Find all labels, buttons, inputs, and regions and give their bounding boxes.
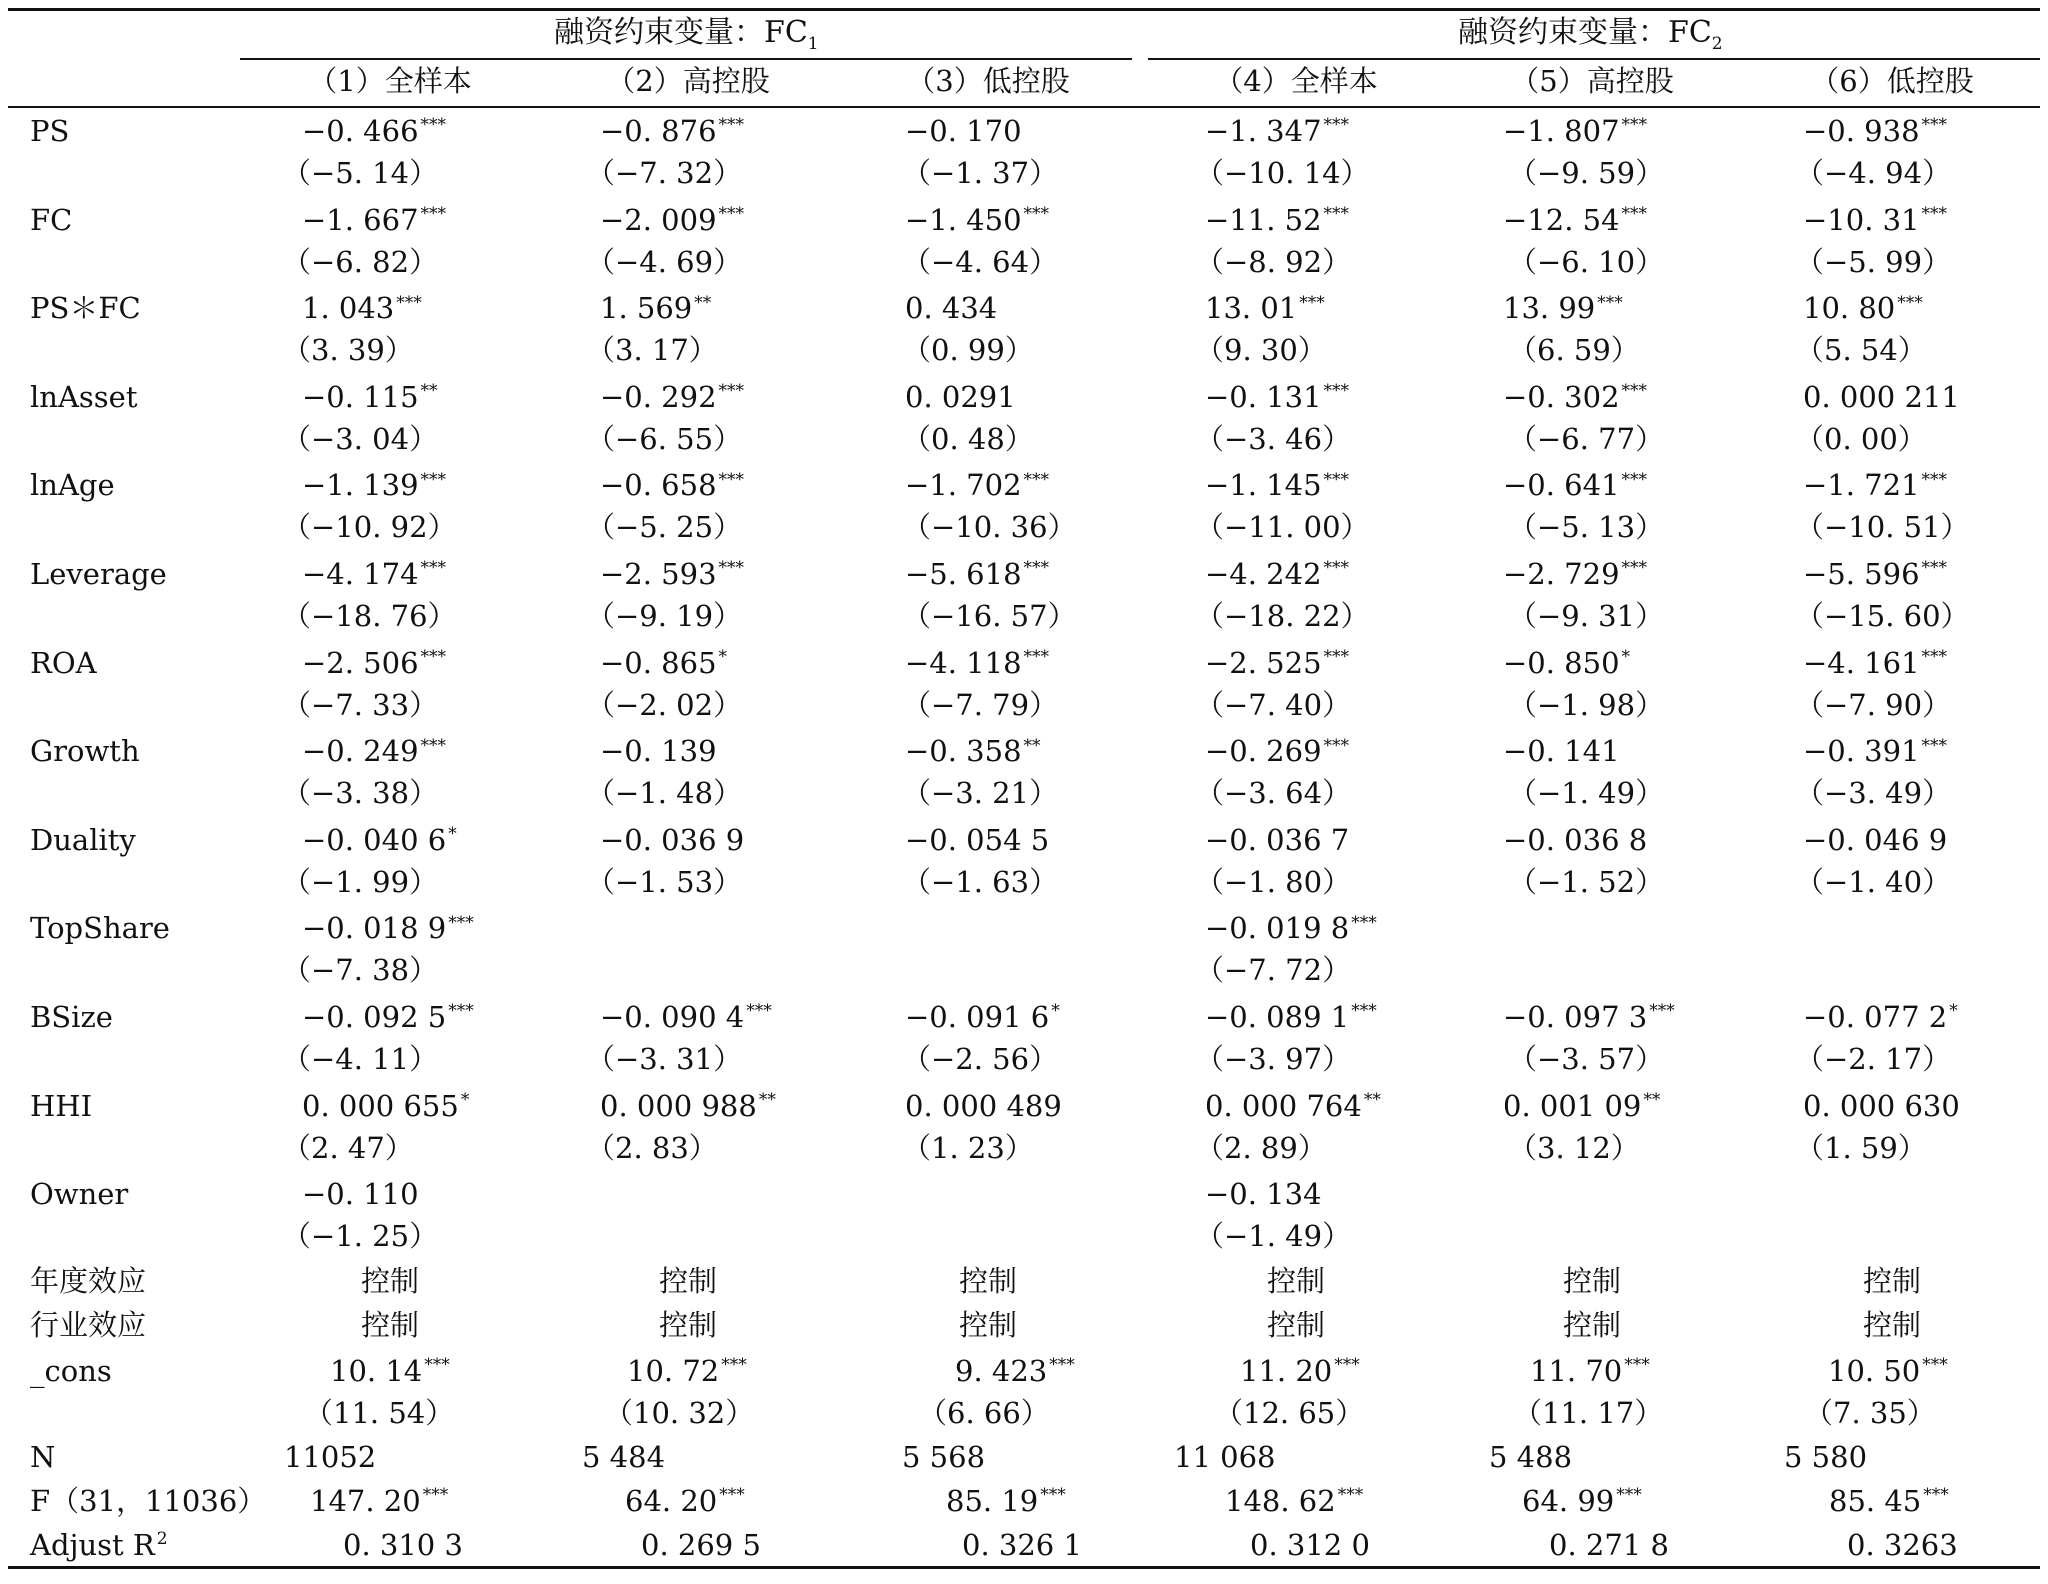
column-header-5: （5）高控股: [1510, 64, 1674, 98]
significance-stars: ***: [1299, 292, 1325, 313]
t-stat-cell: （−1. 98）: [1508, 687, 1665, 722]
significance-stars: ***: [1621, 115, 1648, 136]
row-label: N: [30, 1440, 56, 1474]
significance-stars: ***: [1621, 469, 1648, 490]
coef-cell: −5. 618 ***: [905, 557, 1050, 591]
row-label: ROA: [30, 645, 97, 680]
t-stat-cell: （1. 23）: [902, 1130, 1034, 1165]
column-header-4: （4）全样本: [1214, 64, 1378, 98]
f-cell: 147. 20 ***: [310, 1484, 449, 1518]
row-label: BSize: [30, 1000, 113, 1034]
coef-cell: −1. 667 ***: [302, 202, 447, 237]
f-cell: 148. 62 ***: [1225, 1484, 1364, 1518]
coef-cell: −0. 876 ***: [600, 114, 745, 148]
row-label: Owner: [30, 1177, 129, 1212]
coef-cell: −0. 115 **: [302, 379, 438, 414]
coef-cell: −0. 090 4 ***: [600, 1000, 772, 1034]
bottom-rule: [8, 1566, 2040, 1569]
significance-stars: ***: [1921, 558, 1948, 579]
significance-stars: ***: [718, 203, 745, 224]
t-stat-cell: （11. 54）: [304, 1396, 455, 1430]
coef-cell: −0. 089 1 ***: [1205, 1000, 1377, 1034]
n-cell: 11 068: [1174, 1440, 1276, 1474]
t-stat-cell: （−9. 31）: [1508, 599, 1665, 633]
significance-stars: ***: [1624, 1355, 1650, 1376]
group-header-fc2: 融资约束变量：$FC_2$: [1458, 15, 1723, 54]
column-header-3: （3）低控股: [906, 64, 1070, 98]
t-stat-cell: （−18. 76）: [282, 599, 457, 633]
significance-stars: ***: [1921, 115, 1948, 136]
t-stat-cell: （−4. 64）: [902, 244, 1059, 279]
significance-stars: **: [1643, 1089, 1661, 1110]
significance-stars: ***: [1323, 381, 1350, 402]
coef-cell: 0. 000 211: [1803, 379, 1960, 414]
significance-stars: ***: [420, 203, 447, 224]
effect-cell: 控制: [360, 1264, 419, 1298]
coef-cell: −4. 118 ***: [905, 645, 1050, 680]
t-stat-cell: （−10. 51）: [1795, 510, 1970, 545]
coef-cell: 13. 99 ***: [1503, 291, 1623, 326]
row-label: PS＊FC: [30, 291, 141, 326]
column-header-1: （1）全样本: [308, 64, 472, 98]
significance-stars: ***: [448, 912, 474, 933]
coef-cell: −0. 036 7: [1205, 822, 1350, 857]
coef-cell: −0. 641 ***: [1503, 468, 1648, 503]
coef-cell: −1. 702 ***: [905, 468, 1050, 503]
coef-cell: −1. 450 ***: [905, 202, 1050, 237]
t-stat-cell: （−3. 38）: [282, 776, 439, 811]
significance-stars: ***: [718, 381, 745, 402]
significance-stars: ***: [1351, 912, 1377, 933]
t-stat-cell: （6. 66）: [918, 1396, 1050, 1430]
coef-cell: 10. 72 ***: [627, 1354, 747, 1388]
t-stat-cell: （10. 32）: [604, 1396, 755, 1430]
significance-stars: ***: [1897, 292, 1923, 313]
coef-cell: −0. 134: [1205, 1177, 1322, 1212]
significance-stars: ***: [420, 735, 447, 756]
significance-stars: ***: [1922, 1355, 1948, 1376]
significance-stars: ***: [718, 558, 745, 579]
coef-cell: 0. 000 630: [1803, 1088, 1960, 1123]
column-header-2: （2）高控股: [606, 64, 770, 98]
coef-cell: −0. 092 5 ***: [302, 1000, 474, 1034]
t-stat-cell: （−6. 55）: [586, 421, 743, 456]
coef-cell: 10. 14 ***: [330, 1354, 450, 1388]
coef-cell: 11. 20 ***: [1240, 1354, 1360, 1388]
coef-cell: 1. 569 **: [600, 291, 712, 326]
t-stat-cell: （12. 65）: [1214, 1396, 1365, 1430]
r2-cell: 0. 3263: [1847, 1528, 1958, 1562]
row-label: FC: [30, 202, 73, 237]
coef-cell: −2. 525 ***: [1205, 645, 1350, 680]
coef-cell: 0. 000 489: [905, 1088, 1062, 1123]
t-stat-cell: （−8. 92）: [1195, 244, 1352, 279]
t-stat-cell: （−3. 49）: [1795, 776, 1952, 811]
significance-stars: ***: [1621, 558, 1648, 579]
t-stat-cell: （−1. 63）: [902, 864, 1059, 899]
f-cell: 85. 19 ***: [946, 1484, 1066, 1518]
significance-stars: ***: [420, 469, 447, 490]
t-stat-cell: （−10. 92）: [282, 510, 457, 545]
significance-stars: ***: [1621, 381, 1648, 402]
significance-stars: ***: [1023, 203, 1050, 224]
header-rule: [8, 106, 2040, 108]
significance-stars: ***: [1921, 735, 1948, 756]
significance-stars: ***: [718, 469, 745, 490]
t-stat-cell: （−3. 31）: [586, 1042, 743, 1076]
coef-cell: −0. 110: [302, 1177, 419, 1212]
t-stat-cell: （−10. 14）: [1195, 156, 1370, 190]
row-label: F（31，11036）: [30, 1484, 267, 1518]
t-stat-cell: （−1. 53）: [586, 864, 743, 899]
t-stat-cell: （−3. 64）: [1195, 776, 1352, 811]
significance-stars: ***: [746, 1001, 772, 1022]
coef-cell: −4. 242 ***: [1205, 557, 1350, 591]
significance-stars: *: [718, 646, 728, 667]
t-stat-cell: （−3. 21）: [902, 776, 1059, 811]
n-cell: 5 580: [1784, 1440, 1868, 1474]
t-stat-cell: （−18. 22）: [1195, 599, 1370, 633]
significance-stars: ***: [719, 1485, 745, 1506]
coef-cell: −0. 131 ***: [1205, 379, 1350, 414]
coef-cell: −0. 036 8: [1503, 822, 1648, 857]
t-stat-cell: （−7. 72）: [1195, 953, 1352, 988]
coef-cell: 0. 000 988 **: [600, 1088, 776, 1123]
t-stat-cell: （0. 00）: [1795, 421, 1927, 456]
significance-stars: ***: [448, 1001, 474, 1022]
coef-cell: 0. 000 764 **: [1205, 1088, 1381, 1123]
row-label: HHI: [30, 1088, 93, 1123]
t-stat-cell: （2. 89）: [1195, 1130, 1327, 1165]
coef-cell: −0. 269 ***: [1205, 734, 1350, 769]
row-label: TopShare: [30, 911, 170, 946]
t-stat-cell: （−3. 97）: [1195, 1042, 1352, 1076]
coef-cell: −0. 292 ***: [600, 379, 745, 414]
significance-stars: ***: [1921, 646, 1948, 667]
t-stat-cell: （−9. 19）: [586, 599, 743, 633]
t-stat-cell: （9. 30）: [1195, 333, 1327, 368]
row-label: lnAsset: [30, 379, 138, 414]
t-stat-cell: （−2. 02）: [586, 687, 743, 722]
t-stat-cell: （−7. 40）: [1195, 687, 1352, 722]
effect-label: 年度效应: [30, 1264, 147, 1298]
t-stat-cell: （7. 35）: [1804, 1396, 1936, 1430]
coef-cell: −1. 347 ***: [1205, 114, 1350, 148]
t-stat-cell: （−7. 38）: [282, 953, 439, 988]
row-label: _cons: [30, 1354, 112, 1388]
t-stat-cell: （−11. 00）: [1195, 510, 1370, 545]
coef-cell: −5. 596 ***: [1803, 557, 1948, 591]
n-cell: 5 484: [582, 1440, 666, 1474]
coef-cell: −0. 091 6 *: [905, 1000, 1060, 1034]
n-cell: 5 488: [1489, 1440, 1573, 1474]
effect-cell: 控制: [1862, 1308, 1921, 1342]
coef-cell: −2. 009 ***: [600, 202, 745, 237]
significance-stars: ***: [1649, 1001, 1675, 1022]
t-stat-cell: （−6. 82）: [282, 244, 439, 279]
significance-stars: ***: [422, 1485, 449, 1506]
significance-stars: **: [1363, 1089, 1381, 1110]
coef-cell: −0. 170: [905, 114, 1022, 148]
t-stat-cell: （6. 59）: [1508, 333, 1640, 368]
effect-cell: 控制: [1562, 1264, 1621, 1298]
significance-stars: ***: [1323, 115, 1350, 136]
significance-stars: ***: [718, 115, 745, 136]
t-stat-cell: （1. 59）: [1795, 1130, 1927, 1165]
coef-cell: 0. 0291: [905, 379, 1016, 414]
significance-stars: ***: [1597, 292, 1623, 313]
row-label: Duality: [30, 822, 136, 857]
significance-stars: *: [460, 1089, 470, 1110]
coef-cell: −2. 593 ***: [600, 557, 745, 591]
significance-stars: ***: [1323, 735, 1350, 756]
significance-stars: ***: [1040, 1485, 1066, 1506]
coef-cell: −10. 31 ***: [1803, 202, 1948, 237]
top-rule: [8, 8, 2040, 11]
t-stat-cell: （−1. 40）: [1795, 864, 1952, 899]
significance-stars: ***: [1337, 1485, 1364, 1506]
significance-stars: ***: [1921, 203, 1948, 224]
t-stat-cell: （−1. 37）: [902, 156, 1059, 190]
coef-cell: −11. 52 ***: [1205, 202, 1350, 237]
row-label: lnAge: [30, 468, 115, 503]
coef-cell: −0. 658 ***: [600, 468, 745, 503]
significance-stars: **: [420, 381, 438, 402]
significance-stars: ***: [1323, 558, 1350, 579]
t-stat-cell: （−9. 59）: [1508, 156, 1665, 190]
row-label: Adjust R $^2$: [30, 1528, 168, 1562]
effect-cell: 控制: [658, 1308, 717, 1342]
coef-cell: −2. 729 ***: [1503, 557, 1648, 591]
t-stat-cell: （−4. 94）: [1795, 156, 1952, 190]
r2-cell: 0. 271 8: [1549, 1528, 1669, 1562]
t-stat-cell: （−2. 56）: [902, 1042, 1059, 1076]
t-stat-cell: （3. 17）: [586, 333, 718, 368]
significance-stars: *: [448, 824, 457, 845]
coef-cell: 10. 80 ***: [1803, 291, 1923, 326]
effect-cell: 控制: [1266, 1264, 1325, 1298]
significance-stars: ***: [420, 115, 447, 136]
significance-stars: ***: [1334, 1355, 1360, 1376]
effect-cell: 控制: [1266, 1308, 1325, 1342]
significance-stars: ***: [424, 1355, 450, 1376]
t-stat-cell: （−7. 33）: [282, 687, 439, 722]
effect-label: 行业效应: [30, 1308, 147, 1342]
t-stat-cell: （0. 99）: [902, 333, 1034, 368]
t-stat-cell: （−16. 57）: [902, 599, 1077, 633]
n-cell: 11052: [284, 1440, 377, 1474]
coef-cell: −0. 097 3 ***: [1503, 1000, 1675, 1034]
t-stat-cell: （−7. 90）: [1795, 687, 1952, 722]
significance-stars: *: [1051, 1001, 1060, 1022]
significance-stars: ***: [1023, 558, 1050, 579]
row-label: PS: [30, 114, 70, 148]
t-stat-cell: （−4. 11）: [282, 1042, 439, 1076]
coef-cell: −0. 040 6 *: [302, 822, 457, 857]
t-stat-cell: （3. 39）: [282, 333, 414, 368]
significance-stars: ***: [1616, 1485, 1642, 1506]
t-stat-cell: （−1. 99）: [282, 864, 439, 899]
t-stat-cell: （−10. 36）: [902, 510, 1077, 545]
significance-stars: ***: [420, 558, 447, 579]
significance-stars: **: [1023, 735, 1041, 756]
effect-cell: 控制: [958, 1308, 1017, 1342]
coef-cell: −0. 391 ***: [1803, 734, 1948, 769]
significance-stars: **: [758, 1089, 776, 1110]
coef-cell: −0. 850 *: [1503, 645, 1631, 680]
significance-stars: ***: [420, 646, 447, 667]
coef-cell: 1. 043 ***: [302, 291, 422, 326]
coef-cell: −0. 077 2 *: [1803, 1000, 1958, 1034]
coef-cell: −2. 506 ***: [302, 645, 447, 680]
coef-cell: 0. 000 655 *: [302, 1088, 470, 1123]
coef-cell: −12. 54 ***: [1503, 202, 1648, 237]
t-stat-cell: （3. 12）: [1508, 1130, 1640, 1165]
t-stat-cell: （−1. 49）: [1195, 1219, 1352, 1254]
coef-cell: −0. 141: [1503, 734, 1620, 769]
t-stat-cell: （−7. 32）: [586, 156, 743, 190]
coef-cell: −0. 046 9: [1803, 822, 1948, 857]
t-stat-cell: （−5. 14）: [282, 156, 439, 190]
t-stat-cell: （−3. 46）: [1195, 421, 1352, 456]
t-stat-cell: （2. 83）: [586, 1130, 718, 1165]
r2-cell: 0. 269 5: [641, 1528, 761, 1562]
coef-cell: −0. 054 5: [905, 822, 1050, 857]
t-stat-cell: （−6. 10）: [1508, 244, 1665, 279]
t-stat-cell: （0. 48）: [902, 421, 1034, 456]
t-stat-cell: （−4. 69）: [586, 244, 743, 279]
t-stat-cell: （−1. 80）: [1195, 864, 1352, 899]
r2-cell: 0. 326 1: [962, 1528, 1082, 1562]
significance-stars: ***: [1323, 469, 1350, 490]
coef-cell: 11. 70 ***: [1530, 1354, 1650, 1388]
t-stat-cell: （−5. 13）: [1508, 510, 1665, 545]
column-header-6: （6）低控股: [1810, 64, 1974, 98]
coef-cell: 13. 01 ***: [1205, 291, 1325, 326]
t-stat-cell: （2. 47）: [282, 1130, 414, 1165]
t-stat-cell: （−15. 60）: [1795, 599, 1970, 633]
f-cell: 85. 45 ***: [1829, 1484, 1949, 1518]
coef-cell: −0. 302 ***: [1503, 379, 1648, 414]
t-stat-cell: （−1. 48）: [586, 776, 743, 811]
coef-cell: −0. 249 ***: [302, 734, 447, 769]
t-stat-cell: （5. 54）: [1795, 333, 1927, 368]
significance-stars: ***: [396, 292, 422, 313]
significance-stars: *: [1949, 1001, 1958, 1022]
effect-cell: 控制: [1862, 1264, 1921, 1298]
t-stat-cell: （−5. 25）: [586, 510, 743, 545]
t-stat-cell: （−3. 57）: [1508, 1042, 1665, 1076]
significance-stars: ***: [721, 1355, 747, 1376]
r2-cell: 0. 312 0: [1250, 1528, 1370, 1562]
t-stat-cell: （11. 17）: [1513, 1396, 1664, 1430]
significance-stars: ***: [1621, 203, 1648, 224]
significance-stars: ***: [1323, 646, 1350, 667]
coef-cell: 0. 001 09 **: [1503, 1088, 1661, 1123]
coef-cell: −0. 466 ***: [302, 114, 447, 148]
coef-cell: 0. 434: [905, 291, 998, 326]
f-cell: 64. 99 ***: [1522, 1484, 1642, 1518]
significance-stars: *: [1621, 646, 1631, 667]
effect-cell: 控制: [360, 1308, 419, 1342]
coef-cell: −0. 358 **: [905, 734, 1041, 769]
significance-stars: ***: [1023, 646, 1050, 667]
row-label: Leverage: [30, 557, 167, 591]
r2-cell: 0. 310 3: [343, 1528, 463, 1562]
significance-stars: ***: [1923, 1485, 1949, 1506]
significance-stars: **: [694, 292, 712, 313]
t-stat-cell: （−6. 77）: [1508, 421, 1665, 456]
effect-cell: 控制: [1562, 1308, 1621, 1342]
t-stat-cell: （−5. 99）: [1795, 244, 1952, 279]
coef-cell: 9. 423 ***: [955, 1354, 1075, 1388]
t-stat-cell: （−1. 52）: [1508, 864, 1665, 899]
coef-cell: −0. 018 9 ***: [302, 911, 474, 946]
n-cell: 5 568: [902, 1440, 986, 1474]
coef-cell: −1. 807 ***: [1503, 114, 1648, 148]
row-label: Growth: [30, 734, 140, 769]
coef-cell: −1. 721 ***: [1803, 468, 1948, 503]
coef-cell: −1. 139 ***: [302, 468, 447, 503]
group-header-fc1: 融资约束变量：$FC_1$: [554, 15, 819, 54]
coef-cell: −4. 161 ***: [1803, 645, 1948, 680]
f-cell: 64. 20 ***: [625, 1484, 745, 1518]
coef-cell: −4. 174 ***: [302, 557, 447, 591]
effect-cell: 控制: [958, 1264, 1017, 1298]
t-stat-cell: （−1. 25）: [282, 1219, 439, 1254]
t-stat-cell: （−2. 17）: [1795, 1042, 1952, 1076]
t-stat-cell: （−7. 79）: [902, 687, 1059, 722]
t-stat-cell: （−3. 04）: [282, 421, 439, 456]
significance-stars: ***: [1049, 1355, 1075, 1376]
significance-stars: ***: [1023, 469, 1050, 490]
coef-cell: −0. 139: [600, 734, 717, 769]
coef-cell: −0. 036 9: [600, 822, 745, 857]
coef-cell: −0. 865 *: [600, 645, 728, 680]
significance-stars: ***: [1921, 469, 1948, 490]
t-stat-cell: （−1. 49）: [1508, 776, 1665, 811]
effect-cell: 控制: [658, 1264, 717, 1298]
coef-cell: −1. 145 ***: [1205, 468, 1350, 503]
coef-cell: −0. 019 8 ***: [1205, 911, 1377, 946]
significance-stars: ***: [1323, 203, 1350, 224]
coef-cell: −0. 938 ***: [1803, 114, 1948, 148]
coef-cell: 10. 50 ***: [1828, 1354, 1948, 1388]
significance-stars: ***: [1351, 1001, 1377, 1022]
